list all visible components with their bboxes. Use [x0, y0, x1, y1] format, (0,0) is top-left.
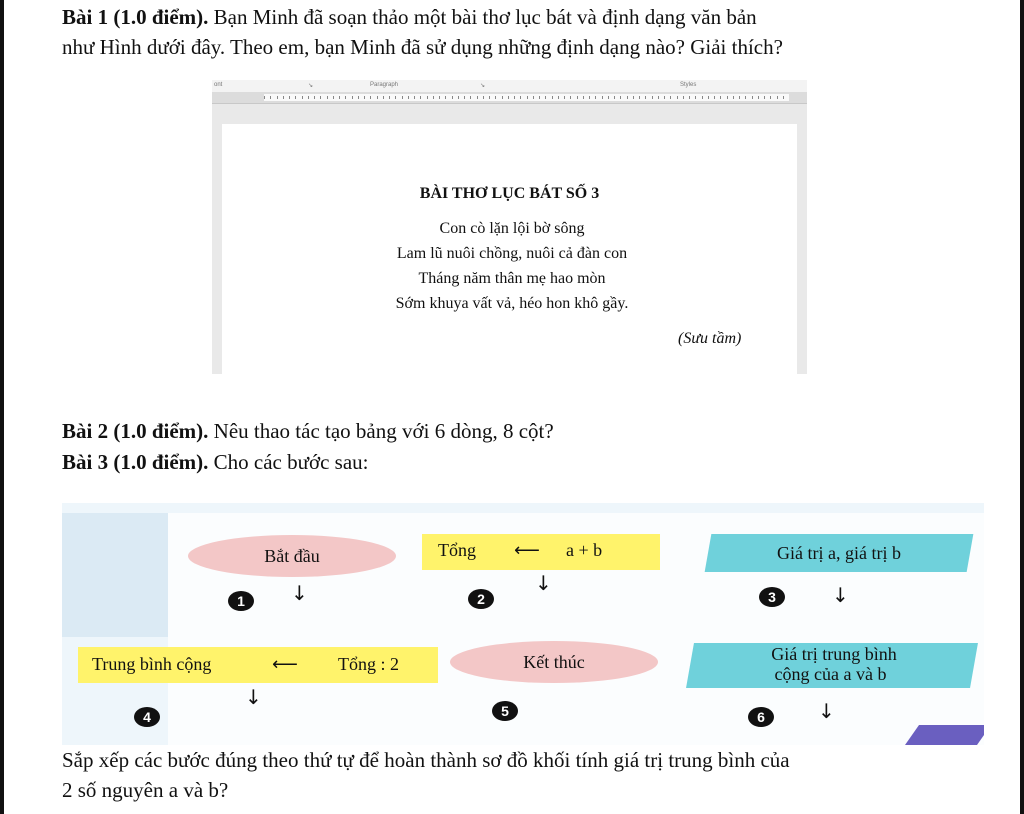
word-ruler[interactable]	[212, 92, 807, 104]
question-line-2: 2 số nguyên a và b?	[62, 778, 229, 802]
ruler-tick	[352, 96, 353, 99]
step-end-ellipse	[450, 641, 658, 683]
poem-line-2: Lam lũ nuôi chồng, nuôi cả đàn con	[396, 245, 628, 262]
ruler-tick	[470, 96, 471, 99]
bai3-text: Cho các bước sau:	[208, 450, 369, 474]
poem-credit: (Sưu tầm)	[678, 330, 742, 347]
ruler-tick	[652, 96, 653, 99]
ruler-tick	[464, 96, 465, 99]
ruler-tick	[708, 96, 709, 99]
bai1-line-2: như Hình dưới đây. Theo em, bạn Minh đã sử dụng những định dạng nào? Giải thích?	[62, 35, 783, 59]
ruler-tick	[277, 96, 278, 99]
step-sum-assign-arrow: ⟵	[514, 540, 540, 561]
ruler-tick	[502, 96, 503, 99]
ruler-tick	[577, 96, 578, 99]
ruler-tick	[402, 96, 403, 99]
ruler-tick	[495, 96, 496, 99]
ruler-tick	[714, 96, 715, 99]
ruler-tick	[508, 96, 509, 99]
ruler-tick	[752, 96, 753, 99]
step-number-2: 2	[468, 589, 494, 609]
ruler-tick	[439, 96, 440, 99]
ruler-tick	[770, 96, 771, 99]
ruler-tick	[777, 96, 778, 99]
bai2-text: Nêu thao tác tạo bảng với 6 dòng, 8 cột?	[208, 419, 554, 443]
ruler-tick	[739, 96, 740, 99]
ruler-tick	[314, 96, 315, 99]
ruler-tick	[664, 96, 665, 99]
ruler-tick	[639, 96, 640, 99]
step-number-1: 1	[228, 591, 254, 611]
down-arrow-2: ↓	[535, 571, 552, 595]
step-output-line-2: cộng của a và b	[774, 664, 887, 684]
step-average-expression: Tổng : 2	[338, 654, 399, 674]
ruler-tick	[414, 96, 415, 99]
ruler-tick	[670, 96, 671, 99]
ruler-tick	[783, 96, 784, 99]
ruler-tick	[420, 96, 421, 99]
bai2-line	[62, 416, 554, 446]
down-arrow-4: ↓	[245, 685, 262, 709]
word-screenshot	[212, 80, 807, 374]
bai1-label: Bài 1 (1.0 điểm).	[62, 5, 209, 29]
down-arrow-1: ↓	[291, 581, 308, 605]
step-input-label: Giá trị a, giá trị b	[777, 543, 901, 563]
step-start-ellipse	[188, 535, 396, 577]
ribbon-font-launcher-icon: ↘	[308, 83, 314, 89]
ruler-tick	[433, 96, 434, 99]
ruler-tick	[333, 96, 334, 99]
ruler-tick	[627, 96, 628, 99]
bai2-label: Bài 2 (1.0 điểm).	[62, 419, 209, 443]
question-line-1: Sắp xếp các bước đúng theo thứ tự để hoàn thành sơ đồ khối tính giá trị trung bình của	[62, 748, 790, 772]
poem-line-4: Sớm khuya vất vả, héo hon khô gầy.	[395, 295, 629, 312]
ruler-tick	[395, 96, 396, 99]
ruler-tick	[345, 96, 346, 99]
ruler-tick	[383, 96, 384, 99]
ruler-tick	[458, 96, 459, 99]
step-sum-box	[422, 534, 660, 570]
poem-line-1: Con cò lặn lội bờ sông	[439, 220, 585, 237]
ruler-tick	[302, 96, 303, 99]
ruler-tick	[677, 96, 678, 99]
ruler-tick	[620, 96, 621, 99]
step-end-label: Kết thúc	[523, 652, 585, 672]
ribbon-font-label: ont	[214, 82, 223, 88]
ruler-tick	[295, 96, 296, 99]
ruler-tick	[527, 96, 528, 99]
flowchart-steps-panel	[62, 503, 984, 745]
step-number-4: 4	[134, 707, 160, 727]
down-arrow-3: ↓	[832, 583, 849, 607]
poem-line-3: Tháng năm thân mẹ hao mòn	[418, 270, 606, 287]
ruler-tick	[489, 96, 490, 99]
ribbon-styles-label: Styles	[680, 82, 697, 88]
step-sum-label: Tổng	[438, 540, 476, 560]
ruler-tick	[689, 96, 690, 99]
ribbon-paragraph-label: Paragraph	[370, 82, 399, 88]
ruler-tick	[308, 96, 309, 99]
ruler-tick	[370, 96, 371, 99]
step-sum-expression: a + b	[566, 540, 603, 560]
step-start-label: Bắt đầu	[264, 546, 320, 566]
ruler-tick	[683, 96, 684, 99]
left-border	[0, 0, 4, 814]
ruler-tick	[289, 96, 290, 99]
ruler-tick	[758, 96, 759, 99]
ruler-tick	[589, 96, 590, 99]
ruler-tick	[545, 96, 546, 99]
ruler-tick	[358, 96, 359, 99]
ruler-tick	[558, 96, 559, 99]
ruler-tick	[408, 96, 409, 99]
ribbon-paragraph-launcher-icon: ↘	[480, 83, 486, 89]
ruler-tick	[533, 96, 534, 99]
ruler-tick	[720, 96, 721, 99]
ruler-tick	[733, 96, 734, 99]
bai1-text-1: Bạn Minh đã soạn thảo một bài thơ lục bát và định dạng văn bản	[208, 5, 757, 29]
step-input-parallelogram	[705, 534, 974, 572]
step-number-3: 3	[759, 587, 785, 607]
ruler-tick	[445, 96, 446, 99]
ruler-tick	[608, 96, 609, 99]
ruler-tick	[570, 96, 571, 99]
bai3-line	[62, 447, 369, 477]
ruler-tick	[645, 96, 646, 99]
ruler-tick	[452, 96, 453, 99]
down-arrow-6: ↓	[818, 699, 835, 723]
ruler-tick	[364, 96, 365, 99]
ruler-tick	[283, 96, 284, 99]
right-border	[1020, 0, 1024, 814]
ruler-tick	[745, 96, 746, 99]
bai1-line-1	[62, 2, 757, 32]
corner-accent	[905, 725, 984, 745]
step-number-6: 6	[748, 707, 774, 727]
ruler-tick	[539, 96, 540, 99]
ruler-tick	[477, 96, 478, 99]
step-average-label: Trung bình cộng	[92, 654, 212, 674]
ruler-tick	[614, 96, 615, 99]
ruler-tick	[389, 96, 390, 99]
step-average-box	[78, 647, 438, 683]
step-average-assign-arrow: ⟵	[272, 654, 298, 675]
ruler-tick	[264, 96, 265, 99]
ruler-tick	[270, 96, 271, 99]
panel-left-shade	[62, 513, 168, 637]
ruler-tick	[564, 96, 565, 99]
ruler-tick	[695, 96, 696, 99]
ruler-tick	[764, 96, 765, 99]
step-output-line-1: Giá trị trung bình	[771, 644, 897, 664]
ruler-tick	[658, 96, 659, 99]
ruler-tick	[327, 96, 328, 99]
word-ribbon	[212, 80, 807, 92]
ruler-tick	[583, 96, 584, 99]
ruler-tick	[727, 96, 728, 99]
ruler-tick	[427, 96, 428, 99]
ruler-tick	[602, 96, 603, 99]
poem-title: BÀI THƠ LỤC BÁT SỐ 3	[419, 185, 600, 202]
ruler-track	[264, 94, 789, 101]
ruler-tick	[483, 96, 484, 99]
ruler-tick	[552, 96, 553, 99]
ruler-tick	[520, 96, 521, 99]
ruler-tick	[377, 96, 378, 99]
step-output-parallelogram	[686, 643, 978, 688]
step-number-5: 5	[492, 701, 518, 721]
ruler-tick	[514, 96, 515, 99]
ruler-tick	[320, 96, 321, 99]
ruler-tick	[339, 96, 340, 99]
ruler-tick	[633, 96, 634, 99]
ruler-tick	[702, 96, 703, 99]
bai3-label: Bài 3 (1.0 điểm).	[62, 450, 209, 474]
ruler-tick	[595, 96, 596, 99]
